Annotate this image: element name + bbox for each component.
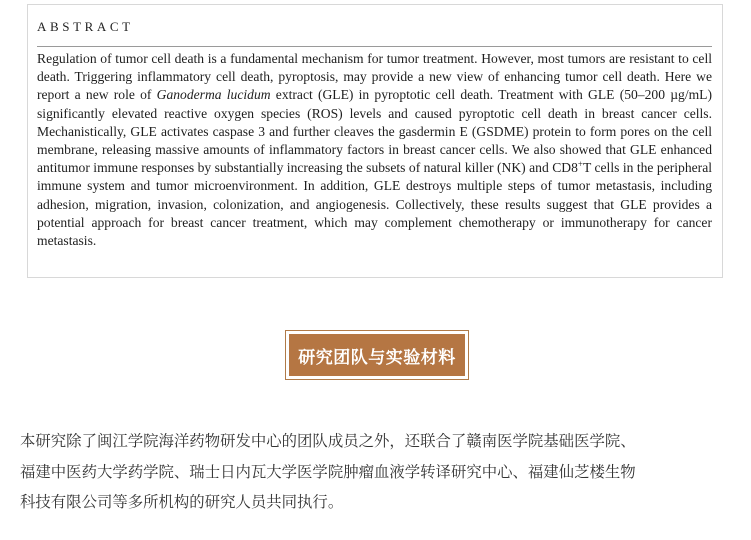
abstract-species-name: Ganoderma lucidum xyxy=(156,87,271,103)
paragraph-line-2: 福建中医药大学药学院、瑞士日内瓦大学医学院肿瘤血液学转译研究中心、福建仙芝楼生物 xyxy=(20,462,636,481)
section-title-badge xyxy=(285,330,469,380)
section-title: 研究团队与实验材料 xyxy=(289,334,465,376)
research-team-paragraph xyxy=(20,426,740,518)
abstract-text-part-1: Regulation of tumor cell death is a fundamental mechanism for tumor treatment. However, most tumors are resistant to cell death. Triggering inflammatory cell death, pyroptosis, may provide a new view of enhancing tumor cell death. Here we report a new role of xyxy=(37,51,712,103)
abstract-text-part-3: T cells in the peripheral immune system and tumor microenvironment. In addition, GLE destroys multiple steps of tumor metastasis, including adhesion, migration, invasion, colonization, and angiogenesis. Collectively, these results suggest that GLE provides a potential approach for breast cancer treatment, which may complement chemotherapy or immunotherapy for cancer metastasis. xyxy=(37,160,713,249)
abstract-text-part-2: extract (GLE) in pyroptotic cell death. Treatment with GLE (50–200 µg/mL) significantly elevated reactive oxygen species (ROS) levels and caused pyroptotic cell death in breast cancer cells. Mechanistically, GLE activates caspase 3 and further cleaves the gasdermin E (GSDME) protein to form pores on the cell membrane, releasing massive amounts of inflammatory factors in breast cancer cells. We also showed that GLE enhanced antitumor immune responses by substantially increasing the subsets of natural killer (NK) and CD8 xyxy=(37,87,713,176)
abstract-superscript-plus: + xyxy=(577,159,583,170)
abstract-box xyxy=(27,4,723,278)
abstract-divider xyxy=(37,46,712,47)
paragraph-line-1: 本研究除了闽江学院海洋药物研发中心的团队成员之外，还联合了赣南医学院基础医学院、 xyxy=(20,432,636,450)
paragraph-line-3: 科技有限公司等多所机构的研究人员共同执行。 xyxy=(20,493,344,511)
abstract-heading: ABSTRACT xyxy=(37,19,134,34)
abstract-body xyxy=(37,50,712,250)
